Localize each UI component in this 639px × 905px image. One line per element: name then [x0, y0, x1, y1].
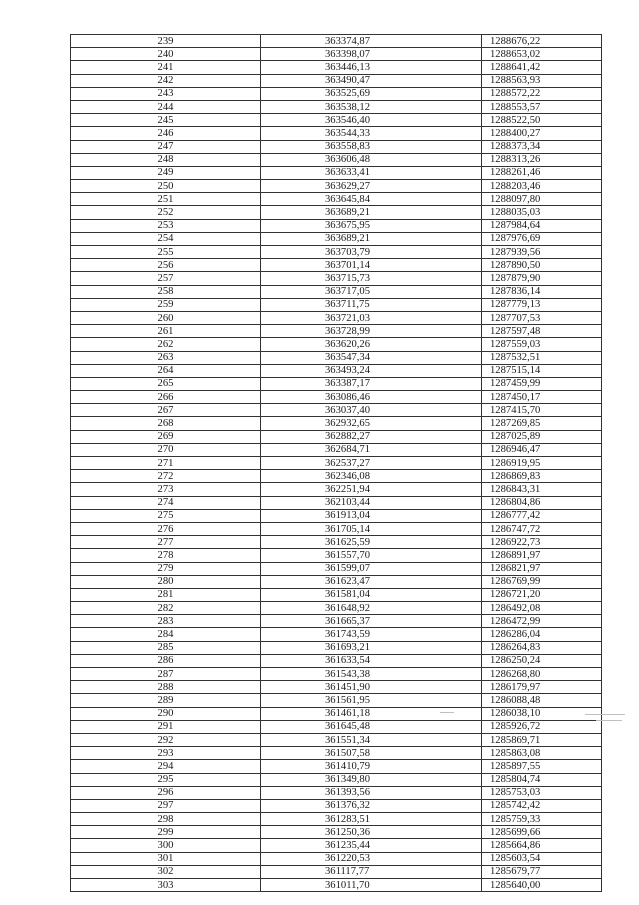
point-number-cell: 239 — [71, 35, 261, 48]
table-row — [71, 206, 602, 219]
y-coordinate-cell: 1287939,56 — [482, 246, 602, 259]
table-row — [71, 232, 602, 245]
table-row — [71, 87, 602, 100]
y-coordinate-cell: 1288553,57 — [482, 100, 602, 113]
point-number-cell: 287 — [71, 668, 261, 681]
y-coordinate-cell: 1285699,66 — [482, 826, 602, 839]
y-coordinate-cell: 1288097,80 — [482, 193, 602, 206]
y-coordinate-cell: 1286922,73 — [482, 536, 602, 549]
table-row — [71, 404, 602, 417]
y-coordinate-cell: 1288203,46 — [482, 180, 602, 193]
table-row — [71, 615, 602, 628]
table-row — [71, 747, 602, 760]
y-coordinate-cell: 1288373,34 — [482, 140, 602, 153]
table-row — [71, 100, 602, 113]
x-coordinate-cell: 361693,21 — [261, 641, 482, 654]
x-coordinate-cell: 363715,73 — [261, 272, 482, 285]
point-number-cell: 281 — [71, 588, 261, 601]
table-row — [71, 681, 602, 694]
y-coordinate-cell: 1286492,08 — [482, 602, 602, 615]
table-row — [71, 654, 602, 667]
y-coordinate-cell: 1285679,77 — [482, 865, 602, 878]
x-coordinate-cell: 361665,37 — [261, 615, 482, 628]
y-coordinate-cell: 1287532,51 — [482, 351, 602, 364]
x-coordinate-cell: 361557,70 — [261, 549, 482, 562]
point-number-cell: 298 — [71, 813, 261, 826]
point-number-cell: 253 — [71, 219, 261, 232]
y-coordinate-cell: 1287890,50 — [482, 259, 602, 272]
x-coordinate-cell: 361220,53 — [261, 852, 482, 865]
y-coordinate-cell: 1286804,86 — [482, 496, 602, 509]
point-number-cell: 272 — [71, 470, 261, 483]
point-number-cell: 286 — [71, 654, 261, 667]
point-number-cell: 257 — [71, 272, 261, 285]
point-number-cell: 297 — [71, 799, 261, 812]
x-coordinate-cell: 361599,07 — [261, 562, 482, 575]
coordinates-table — [70, 34, 602, 892]
point-number-cell: 276 — [71, 522, 261, 535]
x-coordinate-cell: 363703,79 — [261, 246, 482, 259]
point-number-cell: 249 — [71, 166, 261, 179]
point-number-cell: 254 — [71, 232, 261, 245]
x-coordinate-cell: 363620,26 — [261, 338, 482, 351]
table-row — [71, 786, 602, 799]
point-number-cell: 242 — [71, 74, 261, 87]
y-coordinate-cell: 1285869,71 — [482, 733, 602, 746]
x-coordinate-cell: 361376,32 — [261, 799, 482, 812]
x-coordinate-cell: 361461,18 — [261, 707, 482, 720]
x-coordinate-cell: 362684,71 — [261, 443, 482, 456]
x-coordinate-cell: 363398,07 — [261, 48, 482, 61]
x-coordinate-cell: 361235,44 — [261, 839, 482, 852]
y-coordinate-cell: 1287597,48 — [482, 325, 602, 338]
point-number-cell: 303 — [71, 879, 261, 892]
x-coordinate-cell: 361451,90 — [261, 681, 482, 694]
y-coordinate-cell: 1286088,48 — [482, 694, 602, 707]
table-row — [71, 35, 602, 48]
point-number-cell: 260 — [71, 311, 261, 324]
x-coordinate-cell: 363728,99 — [261, 325, 482, 338]
y-coordinate-cell: 1285804,74 — [482, 773, 602, 786]
table-row — [71, 457, 602, 470]
y-coordinate-cell: 1287269,85 — [482, 417, 602, 430]
x-coordinate-cell: 362103,44 — [261, 496, 482, 509]
table-row — [71, 74, 602, 87]
point-number-cell: 294 — [71, 760, 261, 773]
x-coordinate-cell: 361623,47 — [261, 575, 482, 588]
table-row — [71, 311, 602, 324]
point-number-cell: 290 — [71, 707, 261, 720]
y-coordinate-cell: 1285603,54 — [482, 852, 602, 865]
y-coordinate-cell: 1288572,22 — [482, 87, 602, 100]
point-number-cell: 269 — [71, 430, 261, 443]
scan-artifact-mark — [440, 712, 454, 713]
y-coordinate-cell: 1285664,86 — [482, 839, 602, 852]
table-row — [71, 470, 602, 483]
x-coordinate-cell: 363446,13 — [261, 61, 482, 74]
x-coordinate-cell: 361743,59 — [261, 628, 482, 641]
point-number-cell: 296 — [71, 786, 261, 799]
point-number-cell: 302 — [71, 865, 261, 878]
point-number-cell: 255 — [71, 246, 261, 259]
point-number-cell: 265 — [71, 377, 261, 390]
y-coordinate-cell: 1288035,03 — [482, 206, 602, 219]
point-number-cell: 266 — [71, 391, 261, 404]
x-coordinate-cell: 363037,40 — [261, 404, 482, 417]
point-number-cell: 270 — [71, 443, 261, 456]
table-row — [71, 773, 602, 786]
x-coordinate-cell: 361913,04 — [261, 509, 482, 522]
x-coordinate-cell: 361393,56 — [261, 786, 482, 799]
x-coordinate-cell: 363544,33 — [261, 127, 482, 140]
y-coordinate-cell: 1286891,97 — [482, 549, 602, 562]
y-coordinate-cell: 1287515,14 — [482, 364, 602, 377]
table-row — [71, 496, 602, 509]
table-row — [71, 180, 602, 193]
y-coordinate-cell: 1287450,17 — [482, 391, 602, 404]
table-row — [71, 48, 602, 61]
x-coordinate-cell: 361625,59 — [261, 536, 482, 549]
table-row — [71, 839, 602, 852]
point-number-cell: 252 — [71, 206, 261, 219]
table-row — [71, 509, 602, 522]
point-number-cell: 241 — [71, 61, 261, 74]
y-coordinate-cell: 1287707,53 — [482, 311, 602, 324]
y-coordinate-cell: 1286843,31 — [482, 483, 602, 496]
y-coordinate-cell: 1288261,46 — [482, 166, 602, 179]
point-number-cell: 291 — [71, 720, 261, 733]
table-row — [71, 193, 602, 206]
x-coordinate-cell: 363645,84 — [261, 193, 482, 206]
point-number-cell: 288 — [71, 681, 261, 694]
y-coordinate-cell: 1288522,50 — [482, 114, 602, 127]
x-coordinate-cell: 363538,12 — [261, 100, 482, 113]
point-number-cell: 289 — [71, 694, 261, 707]
table-row — [71, 602, 602, 615]
point-number-cell: 251 — [71, 193, 261, 206]
point-number-cell: 247 — [71, 140, 261, 153]
y-coordinate-cell: 1287415,70 — [482, 404, 602, 417]
y-coordinate-cell: 1286038,10 — [482, 707, 602, 720]
point-number-cell: 275 — [71, 509, 261, 522]
y-coordinate-cell: 1287879,90 — [482, 272, 602, 285]
x-coordinate-cell: 363546,40 — [261, 114, 482, 127]
y-coordinate-cell: 1285640,00 — [482, 879, 602, 892]
table-row — [71, 166, 602, 179]
x-coordinate-cell: 363689,21 — [261, 206, 482, 219]
y-coordinate-cell: 1286472,99 — [482, 615, 602, 628]
point-number-cell: 285 — [71, 641, 261, 654]
y-coordinate-cell: 1285759,33 — [482, 813, 602, 826]
point-number-cell: 301 — [71, 852, 261, 865]
y-coordinate-cell: 1286769,99 — [482, 575, 602, 588]
table-row — [71, 522, 602, 535]
x-coordinate-cell: 361410,79 — [261, 760, 482, 773]
scan-artifact-mark — [596, 720, 622, 721]
table-row — [71, 114, 602, 127]
point-number-cell: 248 — [71, 153, 261, 166]
table-row — [71, 707, 602, 720]
y-coordinate-cell: 1287976,69 — [482, 232, 602, 245]
table-row — [71, 219, 602, 232]
y-coordinate-cell: 1285863,08 — [482, 747, 602, 760]
table-row — [71, 733, 602, 746]
point-number-cell: 277 — [71, 536, 261, 549]
point-number-cell: 258 — [71, 285, 261, 298]
table-row — [71, 628, 602, 641]
x-coordinate-cell: 363633,41 — [261, 166, 482, 179]
table-row — [71, 641, 602, 654]
x-coordinate-cell: 361561,95 — [261, 694, 482, 707]
point-number-cell: 268 — [71, 417, 261, 430]
table-row — [71, 285, 602, 298]
y-coordinate-cell: 1286919,95 — [482, 457, 602, 470]
point-number-cell: 261 — [71, 325, 261, 338]
x-coordinate-cell: 363493,24 — [261, 364, 482, 377]
coordinates-table-body — [71, 35, 602, 892]
x-coordinate-cell: 363717,05 — [261, 285, 482, 298]
table-row — [71, 364, 602, 377]
table-row — [71, 153, 602, 166]
table-row — [71, 127, 602, 140]
table-row — [71, 852, 602, 865]
y-coordinate-cell: 1287559,03 — [482, 338, 602, 351]
table-row — [71, 826, 602, 839]
y-coordinate-cell: 1288676,22 — [482, 35, 602, 48]
point-number-cell: 299 — [71, 826, 261, 839]
x-coordinate-cell: 363629,27 — [261, 180, 482, 193]
y-coordinate-cell: 1285753,03 — [482, 786, 602, 799]
y-coordinate-cell: 1285742,42 — [482, 799, 602, 812]
table-row — [71, 760, 602, 773]
table-row — [71, 562, 602, 575]
scan-artifact-mark — [585, 714, 625, 715]
point-number-cell: 274 — [71, 496, 261, 509]
y-coordinate-cell: 1288641,42 — [482, 61, 602, 74]
x-coordinate-cell: 361705,14 — [261, 522, 482, 535]
point-number-cell: 244 — [71, 100, 261, 113]
x-coordinate-cell: 363525,69 — [261, 87, 482, 100]
table-row — [71, 298, 602, 311]
point-number-cell: 263 — [71, 351, 261, 364]
x-coordinate-cell: 363711,75 — [261, 298, 482, 311]
point-number-cell: 245 — [71, 114, 261, 127]
y-coordinate-cell: 1288400,27 — [482, 127, 602, 140]
y-coordinate-cell: 1288563,93 — [482, 74, 602, 87]
point-number-cell: 283 — [71, 615, 261, 628]
table-row — [71, 272, 602, 285]
x-coordinate-cell: 361507,58 — [261, 747, 482, 760]
x-coordinate-cell: 362882,27 — [261, 430, 482, 443]
x-coordinate-cell: 361117,77 — [261, 865, 482, 878]
y-coordinate-cell: 1286946,47 — [482, 443, 602, 456]
point-number-cell: 293 — [71, 747, 261, 760]
table-row — [71, 325, 602, 338]
table-row — [71, 720, 602, 733]
table-row — [71, 443, 602, 456]
y-coordinate-cell: 1287025,89 — [482, 430, 602, 443]
table-row — [71, 61, 602, 74]
x-coordinate-cell: 361645,48 — [261, 720, 482, 733]
x-coordinate-cell: 361543,38 — [261, 668, 482, 681]
x-coordinate-cell: 361648,92 — [261, 602, 482, 615]
table-row — [71, 377, 602, 390]
x-coordinate-cell: 363387,17 — [261, 377, 482, 390]
y-coordinate-cell: 1286250,24 — [482, 654, 602, 667]
point-number-cell: 280 — [71, 575, 261, 588]
x-coordinate-cell: 361581,04 — [261, 588, 482, 601]
y-coordinate-cell: 1285926,72 — [482, 720, 602, 733]
y-coordinate-cell: 1288313,26 — [482, 153, 602, 166]
x-coordinate-cell: 361283,51 — [261, 813, 482, 826]
table-row — [71, 417, 602, 430]
x-coordinate-cell: 363701,14 — [261, 259, 482, 272]
y-coordinate-cell: 1285897,55 — [482, 760, 602, 773]
point-number-cell: 278 — [71, 549, 261, 562]
point-number-cell: 295 — [71, 773, 261, 786]
table-row — [71, 549, 602, 562]
table-row — [71, 259, 602, 272]
x-coordinate-cell: 363689,21 — [261, 232, 482, 245]
x-coordinate-cell: 363086,46 — [261, 391, 482, 404]
y-coordinate-cell: 1287836,14 — [482, 285, 602, 298]
x-coordinate-cell: 362251,94 — [261, 483, 482, 496]
point-number-cell: 259 — [71, 298, 261, 311]
point-number-cell: 262 — [71, 338, 261, 351]
x-coordinate-cell: 363490,47 — [261, 74, 482, 87]
y-coordinate-cell: 1286264,83 — [482, 641, 602, 654]
point-number-cell: 250 — [71, 180, 261, 193]
x-coordinate-cell: 363675,95 — [261, 219, 482, 232]
table-row — [71, 391, 602, 404]
y-coordinate-cell: 1288653,02 — [482, 48, 602, 61]
point-number-cell: 271 — [71, 457, 261, 470]
point-number-cell: 292 — [71, 733, 261, 746]
table-row — [71, 140, 602, 153]
x-coordinate-cell: 362346,08 — [261, 470, 482, 483]
table-row — [71, 246, 602, 259]
table-row — [71, 575, 602, 588]
x-coordinate-cell: 361011,70 — [261, 879, 482, 892]
y-coordinate-cell: 1286286,04 — [482, 628, 602, 641]
x-coordinate-cell: 363547,34 — [261, 351, 482, 364]
point-number-cell: 279 — [71, 562, 261, 575]
point-number-cell: 282 — [71, 602, 261, 615]
point-number-cell: 246 — [71, 127, 261, 140]
table-row — [71, 430, 602, 443]
y-coordinate-cell: 1287459,99 — [482, 377, 602, 390]
point-number-cell: 243 — [71, 87, 261, 100]
table-row — [71, 865, 602, 878]
table-row — [71, 879, 602, 892]
table-row — [71, 483, 602, 496]
y-coordinate-cell: 1286777,42 — [482, 509, 602, 522]
point-number-cell: 256 — [71, 259, 261, 272]
point-number-cell: 284 — [71, 628, 261, 641]
table-row — [71, 668, 602, 681]
y-coordinate-cell: 1286869,83 — [482, 470, 602, 483]
point-number-cell: 240 — [71, 48, 261, 61]
y-coordinate-cell: 1287984,64 — [482, 219, 602, 232]
y-coordinate-cell: 1286821,97 — [482, 562, 602, 575]
table-row — [71, 536, 602, 549]
table-row — [71, 338, 602, 351]
y-coordinate-cell: 1286721,20 — [482, 588, 602, 601]
x-coordinate-cell: 361551,34 — [261, 733, 482, 746]
x-coordinate-cell: 363606,48 — [261, 153, 482, 166]
point-number-cell: 267 — [71, 404, 261, 417]
x-coordinate-cell: 363374,87 — [261, 35, 482, 48]
x-coordinate-cell: 363558,83 — [261, 140, 482, 153]
x-coordinate-cell: 361633,54 — [261, 654, 482, 667]
table-row — [71, 351, 602, 364]
x-coordinate-cell: 361349,80 — [261, 773, 482, 786]
x-coordinate-cell: 362537,27 — [261, 457, 482, 470]
x-coordinate-cell: 362932,65 — [261, 417, 482, 430]
point-number-cell: 264 — [71, 364, 261, 377]
x-coordinate-cell: 363721,03 — [261, 311, 482, 324]
table-row — [71, 799, 602, 812]
point-number-cell: 273 — [71, 483, 261, 496]
y-coordinate-cell: 1287779,13 — [482, 298, 602, 311]
point-number-cell: 300 — [71, 839, 261, 852]
y-coordinate-cell: 1286268,80 — [482, 668, 602, 681]
x-coordinate-cell: 361250,36 — [261, 826, 482, 839]
y-coordinate-cell: 1286179,97 — [482, 681, 602, 694]
y-coordinate-cell: 1286747,72 — [482, 522, 602, 535]
table-row — [71, 813, 602, 826]
table-row — [71, 694, 602, 707]
table-row — [71, 588, 602, 601]
